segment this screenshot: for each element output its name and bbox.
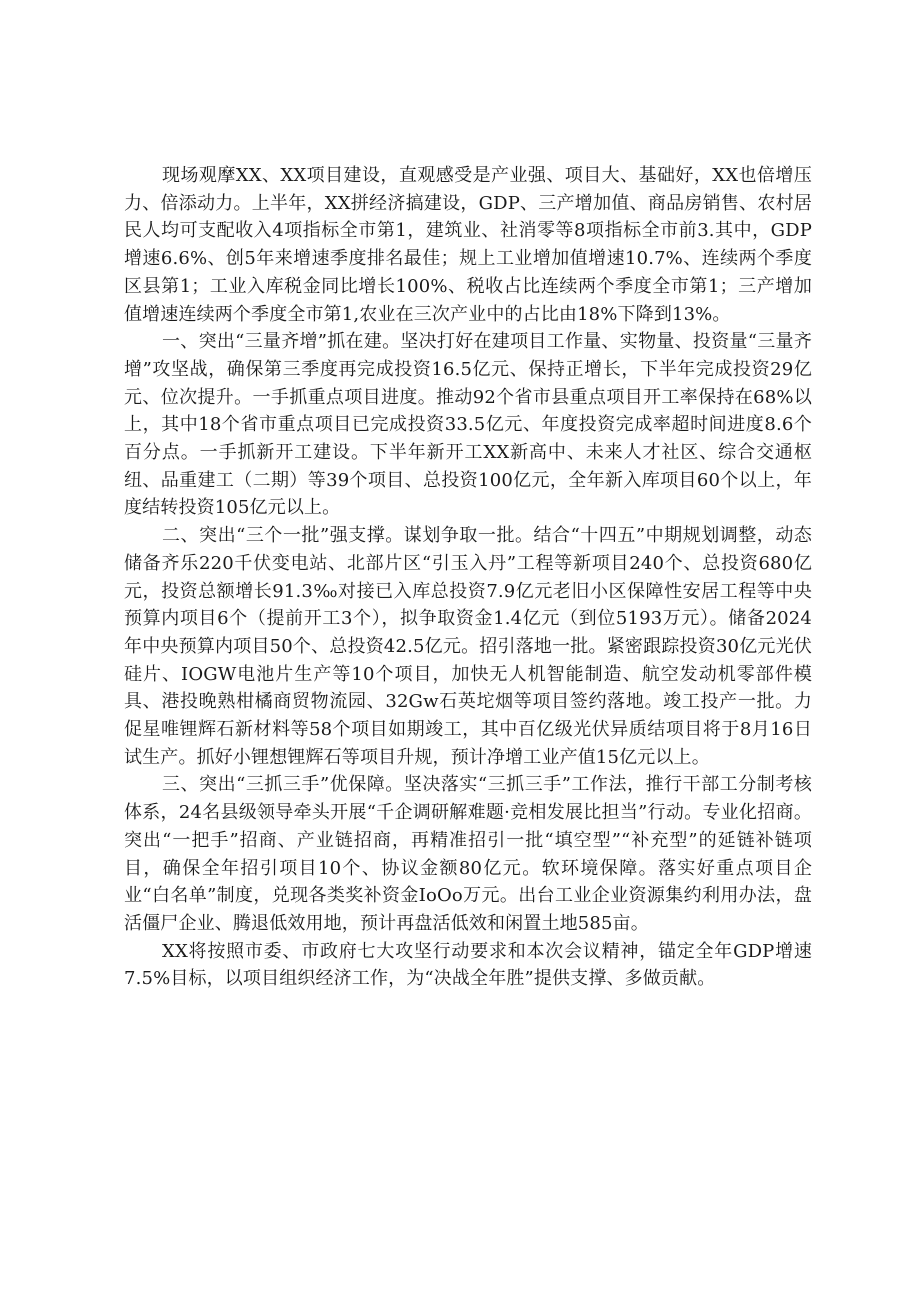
- paragraph-intro: 现场观摩XX、XX项目建设，直观感受是产业强、项目大、基础好，XX也倍增压力、倍添动力。上半年，XX拼经济搞建设，GDP、三产增加值、商品房销售、农村居民人均可支配收入4项指标全市第1，建筑业、社消零等8项指标全市前3.其中，GDP增速6.6%、创5年来增速季度排名最佳；规上工业增加值增速10.7%、连续两个季度区县第1；工业入库税金同比增长100%、税收占比连续两个季度全市第1；三产增加值增速连续两个季度全市第1,农业在三次产业中的占比由18%下降到13%。: [124, 165, 812, 325]
- paragraph-section-two: 二、突出“三个一批”强支撑。谋划争取一批。结合“十四五”中期规划调整，动态储备齐乐220千伏变电站、北部片区“引玉入丹”工程等新项目240个、总投资680亿元，投资总额增长91.3‰对接已入库总投资7.9亿元老旧小区保障性安居工程等中央预算内项目6个（提前开工3个），拟争取资金1.4亿元（到位5193万元）。储备2024年中央预算内项目50个、总投资42.5亿元。招引落地一批。紧密跟踪投资30亿元光伏硅片、IOGW电池片生产等10个项目，加快无人机智能制造、航空发动机零部件模具、港投晚熟柑橘商贸物流园、32Gw石英坨烟等项目签约落地。竣工投产一批。力促星唯锂辉石新材料等58个项目如期竣工，其中百亿级光伏异质结项目将于8月16日试生产。抓好小锂想锂辉石等项目升规，预计净增工业产值15亿元以上。: [124, 525, 812, 768]
- document-body: [124, 162, 812, 993]
- paragraph-conclusion: XX将按照市委、市政府七大攻坚行动要求和本次会议精神，锚定全年GDP增速7.5%目标，以项目组织经济工作，为“决战全年胜”提供支撑、多做贡献。: [124, 940, 812, 990]
- paragraph-section-three: 三、突出“三抓三手”优保障。坚决落实“三抓三手”工作法，推行干部工分制考核体系，24名县级领导牵头开展“千企调研解难题·竞相发展比担当”行动。专业化招商。突出“一把手”招商、产业链招商，再精准招引一批“填空型”“补充型”的延链补链项目，确保全年招引项目10个、协议金额80亿元。软环境保障。落实好重点项目企业“白名单”制度，兑现各类奖补资金IoOo万元。出台工业企业资源集约利用办法，盘活僵尸企业、腾退低效用地，预计再盘活低效和闲置土地585亩。: [124, 774, 812, 934]
- paragraph-section-one: 一、突出“三量齐增”抓在建。坚决打好在建项目工作量、实物量、投资量“三量齐增”攻坚战，确保第三季度再完成投资16.5亿元、保持正增长，下半年完成投资29亿元、位次提升。一手抓重点项目进度。推动92个省市县重点项目开工率保持在68%以上，其中18个省市重点项目已完成投资33.5亿元、年度投资完成率超时间进度8.6个百分点。一手抓新开工建设。下半年新开工XX新高中、未来人才社区、综合交通枢纽、品重建工（二期）等39个项目、总投资100亿元，全年新入库项目60个以上，年度结转投资105亿元以上。: [124, 331, 812, 519]
